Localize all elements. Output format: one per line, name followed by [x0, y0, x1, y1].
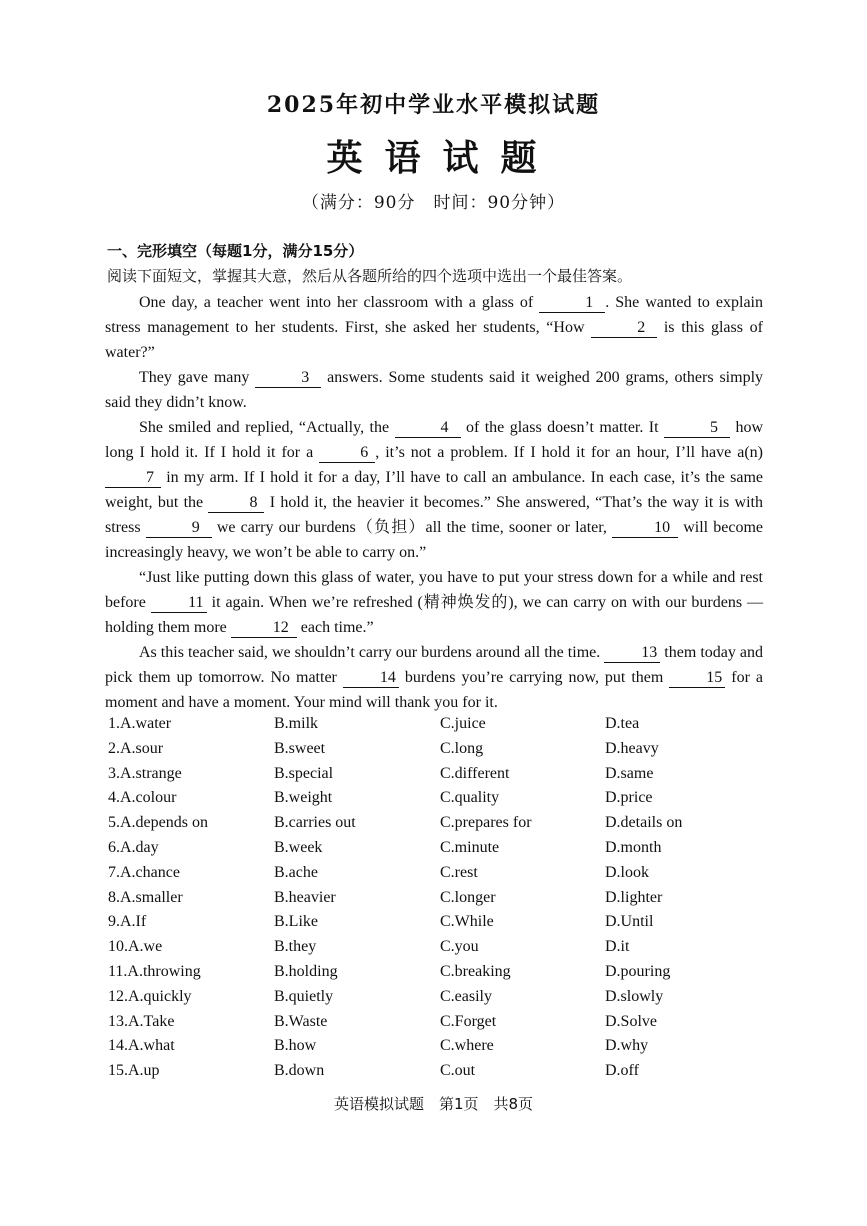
- option-b: B.heavier: [274, 888, 336, 906]
- option-b: B.special: [274, 764, 334, 782]
- option-d: D.same: [605, 764, 654, 782]
- passage-text: They gave many: [139, 369, 256, 386]
- option-row-15: [108, 1062, 808, 1087]
- score-time-info: （满分：90分 时间：90分钟）: [301, 193, 566, 213]
- passage-text: . She wanted to explain stress management to her students. First, she asked her students, “How: [105, 294, 763, 336]
- option-d: D.look: [605, 863, 649, 881]
- option-c: C.juice: [440, 715, 486, 732]
- option-b: B.carries out: [274, 814, 356, 832]
- passage-text: “Just like putting down this glass of water, you have to put your stress down for a while and rest before: [105, 569, 763, 611]
- option-d: D.month: [605, 838, 662, 856]
- option-row-2: [108, 740, 808, 765]
- option-c: C.breaking: [440, 962, 511, 980]
- blank-2: 2: [591, 319, 657, 338]
- option-a: 7.A.chance: [108, 863, 180, 881]
- passage-text: how long I hold it. If I hold it for a: [105, 419, 764, 461]
- exam-title: 2025年初中学业水平模拟试题: [266, 92, 601, 118]
- blank-1: 1: [539, 294, 605, 313]
- option-b: B.sweet: [274, 739, 326, 757]
- blank-6: 6: [319, 444, 375, 463]
- option-a: 10.A.we: [108, 938, 163, 956]
- passage-text: One day, a teacher went into her classroom with a glass of: [139, 294, 540, 311]
- passage-paragraph-4: [105, 565, 763, 640]
- blank-10: 10: [612, 519, 678, 538]
- passage-text: answers. Some students said it weighed 200 grams, others simply said they didn’t know.: [105, 369, 764, 411]
- option-c: C.minute: [440, 838, 500, 856]
- option-row-6: [108, 839, 808, 864]
- option-a: 15.A.up: [108, 1062, 160, 1080]
- option-b: B.Like: [274, 913, 318, 931]
- option-a: 3.A.strange: [108, 764, 182, 782]
- option-d: D.off: [605, 1062, 639, 1080]
- option-a: 2.A.sour: [108, 739, 164, 757]
- option-d: D.slowly: [605, 987, 664, 1005]
- option-c: C.easily: [440, 987, 492, 1005]
- option-d: D.heavy: [605, 739, 659, 757]
- blank-12: 12: [231, 619, 297, 638]
- passage-text: for a moment and have a moment. Your mind will thank you for it.: [105, 669, 763, 711]
- option-a: 5.A.depends on: [108, 814, 208, 832]
- option-a: 6.A.day: [108, 838, 159, 856]
- option-b: B.weight: [274, 789, 333, 807]
- option-c: C.prepares for: [440, 814, 532, 832]
- section-heading: 一、完形填空（每题1分，满分15分）: [107, 242, 364, 260]
- blank-5: 5: [664, 419, 730, 438]
- option-row-12: [108, 988, 808, 1013]
- passage-paragraph-1: [105, 290, 763, 365]
- option-a: 11.A.throwing: [108, 962, 201, 980]
- option-d: D.pouring: [605, 962, 671, 980]
- blank-15: 15: [669, 669, 725, 688]
- option-c: C.long: [440, 739, 484, 757]
- blank-3: 3: [255, 369, 321, 388]
- passage-paragraph-3: [105, 415, 763, 565]
- cloze-passage: [105, 290, 763, 715]
- passage-text: we carry our burdens（负担）all the time, sooner or later,: [211, 519, 613, 536]
- option-row-10: [108, 938, 808, 963]
- option-a: 9.A.If: [108, 913, 147, 931]
- option-c: C.different: [440, 764, 510, 782]
- blank-13: 13: [604, 644, 660, 663]
- option-d: D.why: [605, 1037, 649, 1055]
- option-c: C.out: [440, 1062, 476, 1080]
- section-instruction: 阅读下面短文，掌握其大意，然后从各题所给的四个选项中选出一个最佳答案。: [107, 267, 633, 285]
- passage-text: She smiled and replied, “Actually, the: [139, 419, 395, 436]
- option-b: B.how: [274, 1037, 317, 1055]
- passage-text: it again. When we’re refreshed (精神焕发的), we can carry on with our burdens — holding them more: [105, 594, 763, 636]
- passage-text: will become increasingly heavy, we won’t be able to carry on.”: [105, 519, 764, 561]
- blank-7: 7: [105, 469, 161, 488]
- passage-text: I hold it, the heavier it becomes.” She answered, “That’s the way it is with stress: [105, 494, 763, 536]
- passage-text: of the glass doesn’t matter. It: [460, 419, 665, 436]
- option-row-3: [108, 765, 808, 790]
- option-a: 12.A.quickly: [108, 987, 192, 1005]
- option-b: B.Waste: [274, 1012, 328, 1030]
- option-row-13: [108, 1013, 808, 1038]
- blank-14: 14: [343, 669, 399, 688]
- option-d: D.price: [605, 789, 653, 807]
- option-a: 1.A.water: [108, 715, 172, 732]
- option-a: 8.A.smaller: [108, 888, 183, 906]
- option-a: 13.A.Take: [108, 1012, 175, 1030]
- option-d: D.it: [605, 938, 630, 956]
- answer-options: [108, 715, 808, 1087]
- subject-title: 英语试题: [326, 137, 559, 179]
- option-b: B.down: [274, 1062, 325, 1080]
- option-b: B.quietly: [274, 987, 334, 1005]
- blank-4: 4: [395, 419, 461, 438]
- option-row-9: [108, 913, 808, 938]
- option-d: D.tea: [605, 715, 640, 732]
- option-d: D.Solve: [605, 1012, 657, 1030]
- option-d: D.lighter: [605, 888, 663, 906]
- blank-11: 11: [151, 594, 207, 613]
- blank-9: 9: [146, 519, 212, 538]
- option-b: B.holding: [274, 962, 338, 980]
- passage-text: As this teacher said, we shouldn’t carry our burdens around all the time.: [139, 644, 605, 661]
- option-row-8: [108, 889, 808, 914]
- option-row-1: [108, 715, 808, 740]
- blank-8: 8: [208, 494, 264, 513]
- passage-text: burdens you’re carrying now, put them: [398, 669, 670, 686]
- option-row-11: [108, 963, 808, 988]
- option-c: C.where: [440, 1037, 494, 1055]
- passage-text: each time.”: [296, 619, 374, 636]
- page-footer: 英语模拟试题 第1页 共8页: [333, 1095, 534, 1113]
- option-b: B.week: [274, 838, 323, 856]
- option-row-5: [108, 814, 808, 839]
- option-d: D.details on: [605, 814, 683, 832]
- passage-text: in my arm. If I hold it for a day, I’ll have to call an ambulance. In each case, it’s the same weight, but the: [105, 469, 763, 511]
- option-row-14: [108, 1037, 808, 1062]
- option-row-7: [108, 864, 808, 889]
- passage-text: , it’s not a problem. If I hold it for an hour, I’ll have a(n): [375, 444, 764, 461]
- passage-paragraph-2: [105, 365, 763, 415]
- option-c: C.While: [440, 913, 494, 931]
- option-b: B.ache: [274, 863, 318, 881]
- option-c: C.quality: [440, 789, 500, 807]
- option-a: 14.A.what: [108, 1037, 175, 1055]
- passage-paragraph-5: [105, 640, 763, 715]
- option-b: B.they: [274, 938, 317, 956]
- option-c: C.you: [440, 938, 479, 956]
- passage-text: them today and pick them up tomorrow. No matter: [105, 644, 764, 686]
- option-b: B.milk: [274, 715, 319, 732]
- option-c: C.rest: [440, 863, 478, 881]
- option-c: C.longer: [440, 888, 496, 906]
- option-a: 4.A.colour: [108, 789, 177, 807]
- option-c: C.Forget: [440, 1012, 497, 1030]
- option-row-4: [108, 789, 808, 814]
- option-d: D.Until: [605, 913, 654, 931]
- passage-text: is this glass of water?”: [105, 319, 763, 361]
